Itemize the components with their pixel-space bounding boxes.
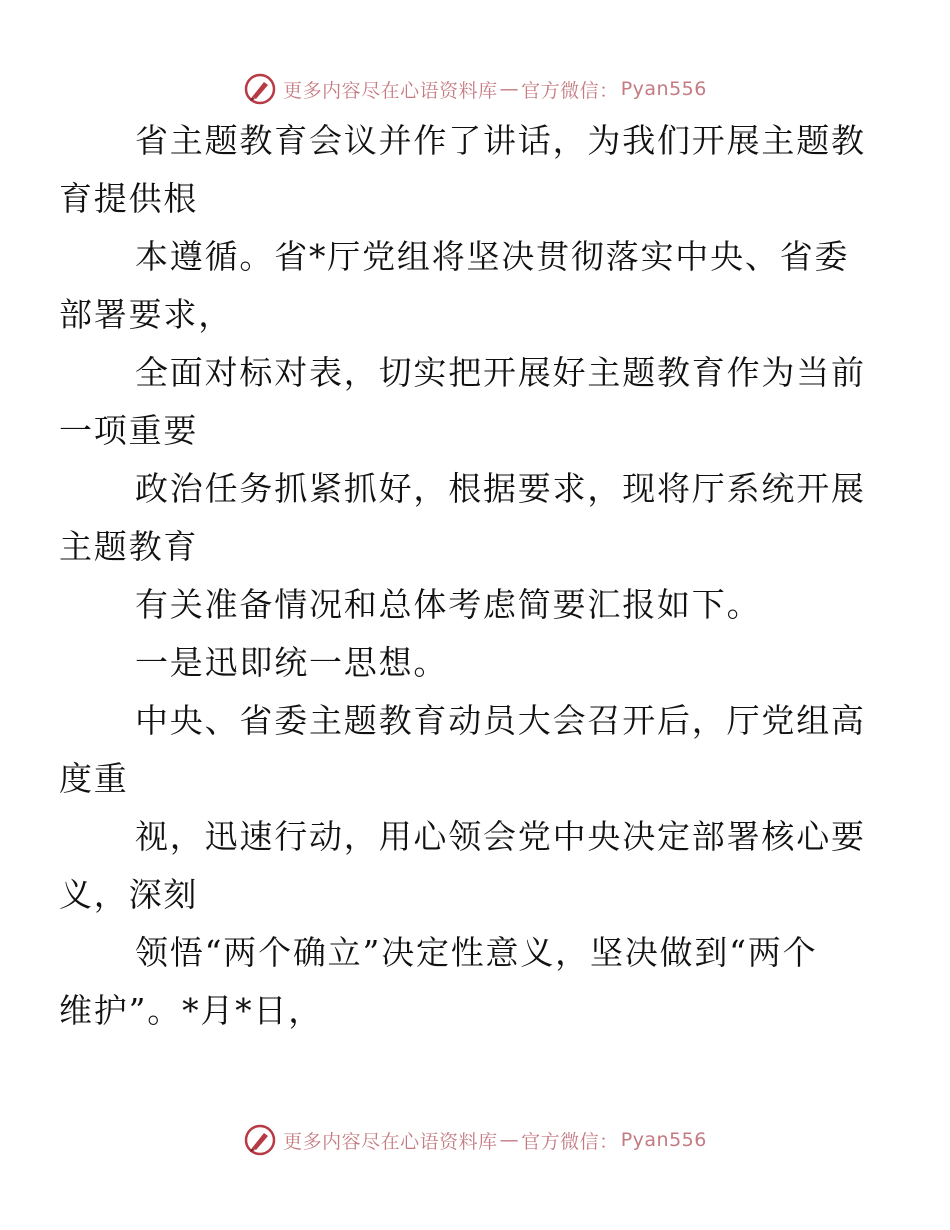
paragraph-line: 视，迅速行动，用心领会党中央决定部署核心要 bbox=[135, 817, 866, 856]
watermark-wechat-label: 官方微信： bbox=[521, 79, 619, 102]
paragraph-line: 中央、省委主题教育动员大会召开后，厅党组高 bbox=[135, 701, 866, 740]
paragraph-line: 一是迅即统一思想。 bbox=[135, 643, 449, 682]
pen-logo-icon bbox=[243, 1123, 277, 1157]
pen-logo-icon bbox=[243, 72, 277, 106]
paragraph-line: 有关准备情况和总体考虑简要汇报如下。 bbox=[135, 585, 762, 624]
document-body bbox=[59, 112, 866, 1040]
paragraph-5 bbox=[97, 576, 857, 634]
watermark-separator: — bbox=[499, 78, 520, 100]
paragraph-line-cont: 度重 bbox=[59, 759, 129, 798]
watermark-site-text: 更多内容尽在心语资料库 bbox=[283, 1130, 498, 1153]
paragraph-2 bbox=[59, 228, 857, 344]
paragraph-line: 本遵循。省*厅党组将坚决贯彻落实中央、省委 bbox=[135, 237, 850, 276]
paragraph-line-cont: 育提供根 bbox=[59, 179, 199, 218]
watermark-header bbox=[0, 72, 950, 106]
paragraph-line: 领悟“两个确立”决定性意义，坚决做到“两个 bbox=[135, 933, 818, 972]
paragraph-line: 政治任务抓紧抓好，根据要求，现将厅系统开展 bbox=[135, 469, 866, 508]
watermark-wechat-id: Pyan556 bbox=[620, 1129, 707, 1151]
watermark-site-text: 更多内容尽在心语资料库 bbox=[283, 79, 498, 102]
paragraph-9 bbox=[59, 924, 857, 1040]
paragraph-7 bbox=[59, 692, 866, 808]
paragraph-line: 省主题教育会议并作了讲话，为我们开展主题教 bbox=[135, 121, 866, 160]
watermark-separator: — bbox=[499, 1129, 520, 1151]
paragraph-line-cont: 部署要求， bbox=[59, 295, 233, 334]
paragraph-4 bbox=[59, 460, 866, 576]
paragraph-1 bbox=[59, 112, 866, 228]
paragraph-line-cont: 主题教育 bbox=[59, 527, 199, 566]
watermark-wechat-id: Pyan556 bbox=[620, 78, 707, 100]
paragraph-line-cont: 义，深刻 bbox=[59, 875, 199, 914]
paragraph-8 bbox=[59, 808, 866, 924]
paragraph-line: 全面对标对表，切实把开展好主题教育作为当前 bbox=[135, 353, 866, 392]
watermark-wechat-label: 官方微信： bbox=[521, 1130, 619, 1153]
paragraph-line-cont: 一项重要 bbox=[59, 411, 199, 450]
paragraph-6 bbox=[97, 634, 857, 692]
watermark-footer bbox=[0, 1123, 950, 1157]
paragraph-line-cont: 维护”。*月*日， bbox=[59, 991, 324, 1030]
paragraph-3 bbox=[59, 344, 866, 460]
